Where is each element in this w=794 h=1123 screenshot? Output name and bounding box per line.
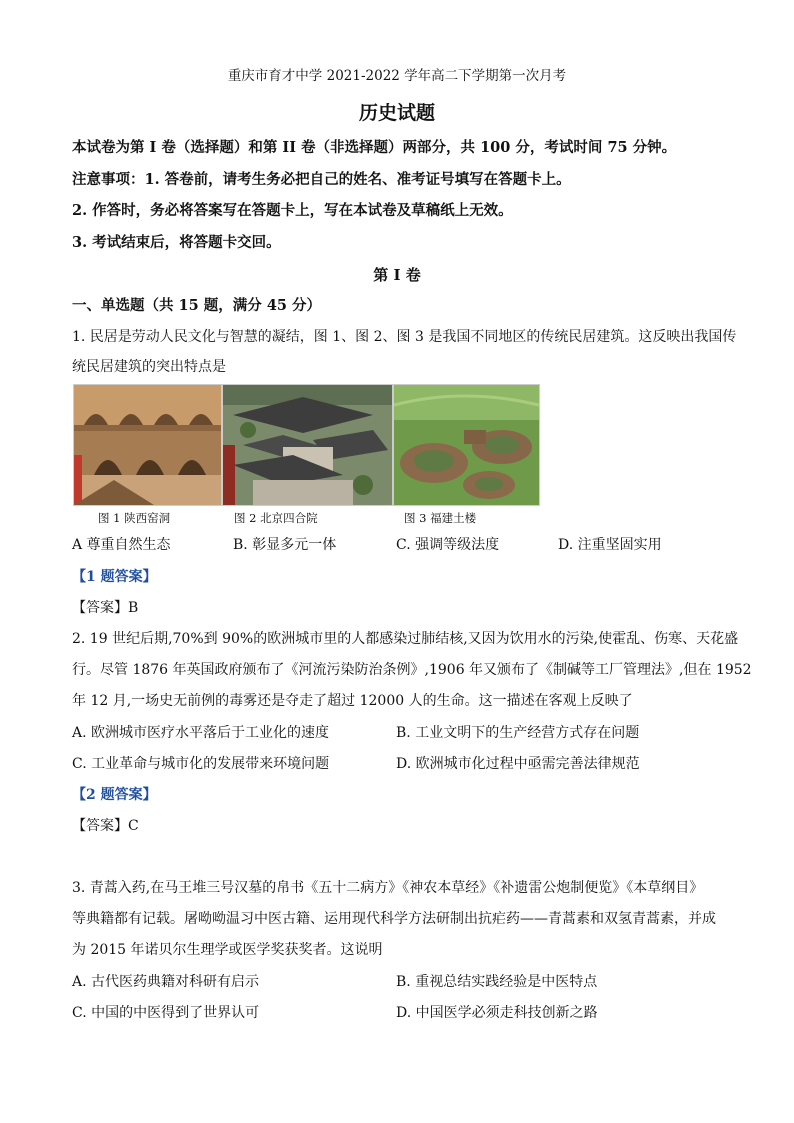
figure-1-caption: 图 1 陕西窑洞 (98, 511, 171, 525)
q2-option-c: C. 工业革命与城市化的发展带来环境问题 (72, 756, 330, 772)
q3-option-c: C. 中国的中医得到了世界认可 (72, 1005, 260, 1021)
question-3-stem-cont: 为 2015 年诺贝尔生理学或医学奖获奖者。这说明 (72, 942, 383, 958)
question-1-stem-cont: 统民居建筑的突出特点是 (72, 359, 226, 375)
instruction-line: 2. 作答时，务必将答案写在答题卡上，写在本试卷及草稿纸上无效。 (72, 202, 513, 219)
q2-option-a: A. 欧洲城市医疗水平落后于工业化的速度 (72, 725, 330, 741)
cave-dwelling-image (73, 384, 222, 506)
page-title: 历史试题 (358, 102, 435, 124)
question-2-stem-cont: 年 12 月,一场史无前例的毒雾还是夺走了超过 12000 人的生命。这一描述在客观上反映了 (72, 693, 633, 709)
q3-option-a: A. 古代医药典籍对科研有启示 (72, 974, 260, 990)
q1-answer-header: 【1 题答案】 (72, 569, 157, 585)
instruction-line: 注意事项：1. 答卷前，请考生务必把自己的姓名、准考证号填写在答题卡上。 (72, 171, 571, 188)
question-1-stem: 1. 民居是劳动人民文化与智慧的凝结，图 1、图 2、图 3 是我国不同地区的传统民居建筑。这反映出我国传 (72, 329, 737, 345)
question-3-stem: 3. 青蒿入药,在马王堆三号汉墓的帛书《五十二病方》《神农本草经》《补遗雷公炮制便览》《本草纲目》 (72, 880, 704, 896)
instruction-line: 3. 考试结束后，将答题卡交回。 (72, 234, 281, 251)
q1-option-d: D. 注重坚固实用 (558, 537, 662, 553)
question-2-stem-cont: 行。尽管 1876 年英国政府颁布了《河流污染防治条例》,1906 年又颁布了《制碱等工厂管理法》,但在 1952 (72, 662, 752, 678)
q2-option-d: D. 欧洲城市化过程中亟需完善法律规范 (396, 756, 640, 772)
q3-option-d: D. 中国医学必须走科技创新之路 (396, 1005, 598, 1021)
section-title: 第 I 卷 (373, 266, 421, 284)
question-3-stem-cont: 等典籍都有记载。屠呦呦温习中医古籍、运用现代科学方法研制出抗疟药——青蒿素和双氢青蒿素，并成 (72, 911, 716, 927)
q3-option-b: B. 重视总结实践经验是中医特点 (396, 974, 598, 990)
part-title: 一、单选题（共 15 题，满分 45 分） (72, 297, 322, 314)
figure-3-caption: 图 3 福建土楼 (404, 511, 477, 525)
tulou-image (393, 384, 540, 506)
q2-option-b: B. 工业文明下的生产经营方式存在问题 (396, 725, 640, 741)
q2-answer: 【答案】C (72, 818, 139, 834)
q1-answer: 【答案】B (72, 600, 139, 616)
courtyard-house-image (222, 384, 393, 506)
q1-option-a: A 尊重自然生态 (72, 537, 171, 553)
q2-answer-header: 【2 题答案】 (72, 787, 157, 803)
question-2-stem: 2. 19 世纪后期,70%到 90%的欧洲城市里的人都感染过肺结核,又因为饮用水的污染,使霍乱、伤寒、天花盛 (72, 631, 739, 647)
figure-2-caption: 图 2 北京四合院 (234, 511, 318, 525)
instruction-line: 本试卷为第 I 卷（选择题）和第 II 卷（非选择题）两部分，共 100 分，考试时间 75 分钟。 (72, 139, 677, 156)
q1-option-c: C. 强调等级法度 (396, 537, 500, 553)
q1-option-b: B. 彰显多元一体 (233, 537, 337, 553)
exam-name: 重庆市育才中学 2021-2022 学年高二下学期第一次月考 (227, 68, 567, 84)
